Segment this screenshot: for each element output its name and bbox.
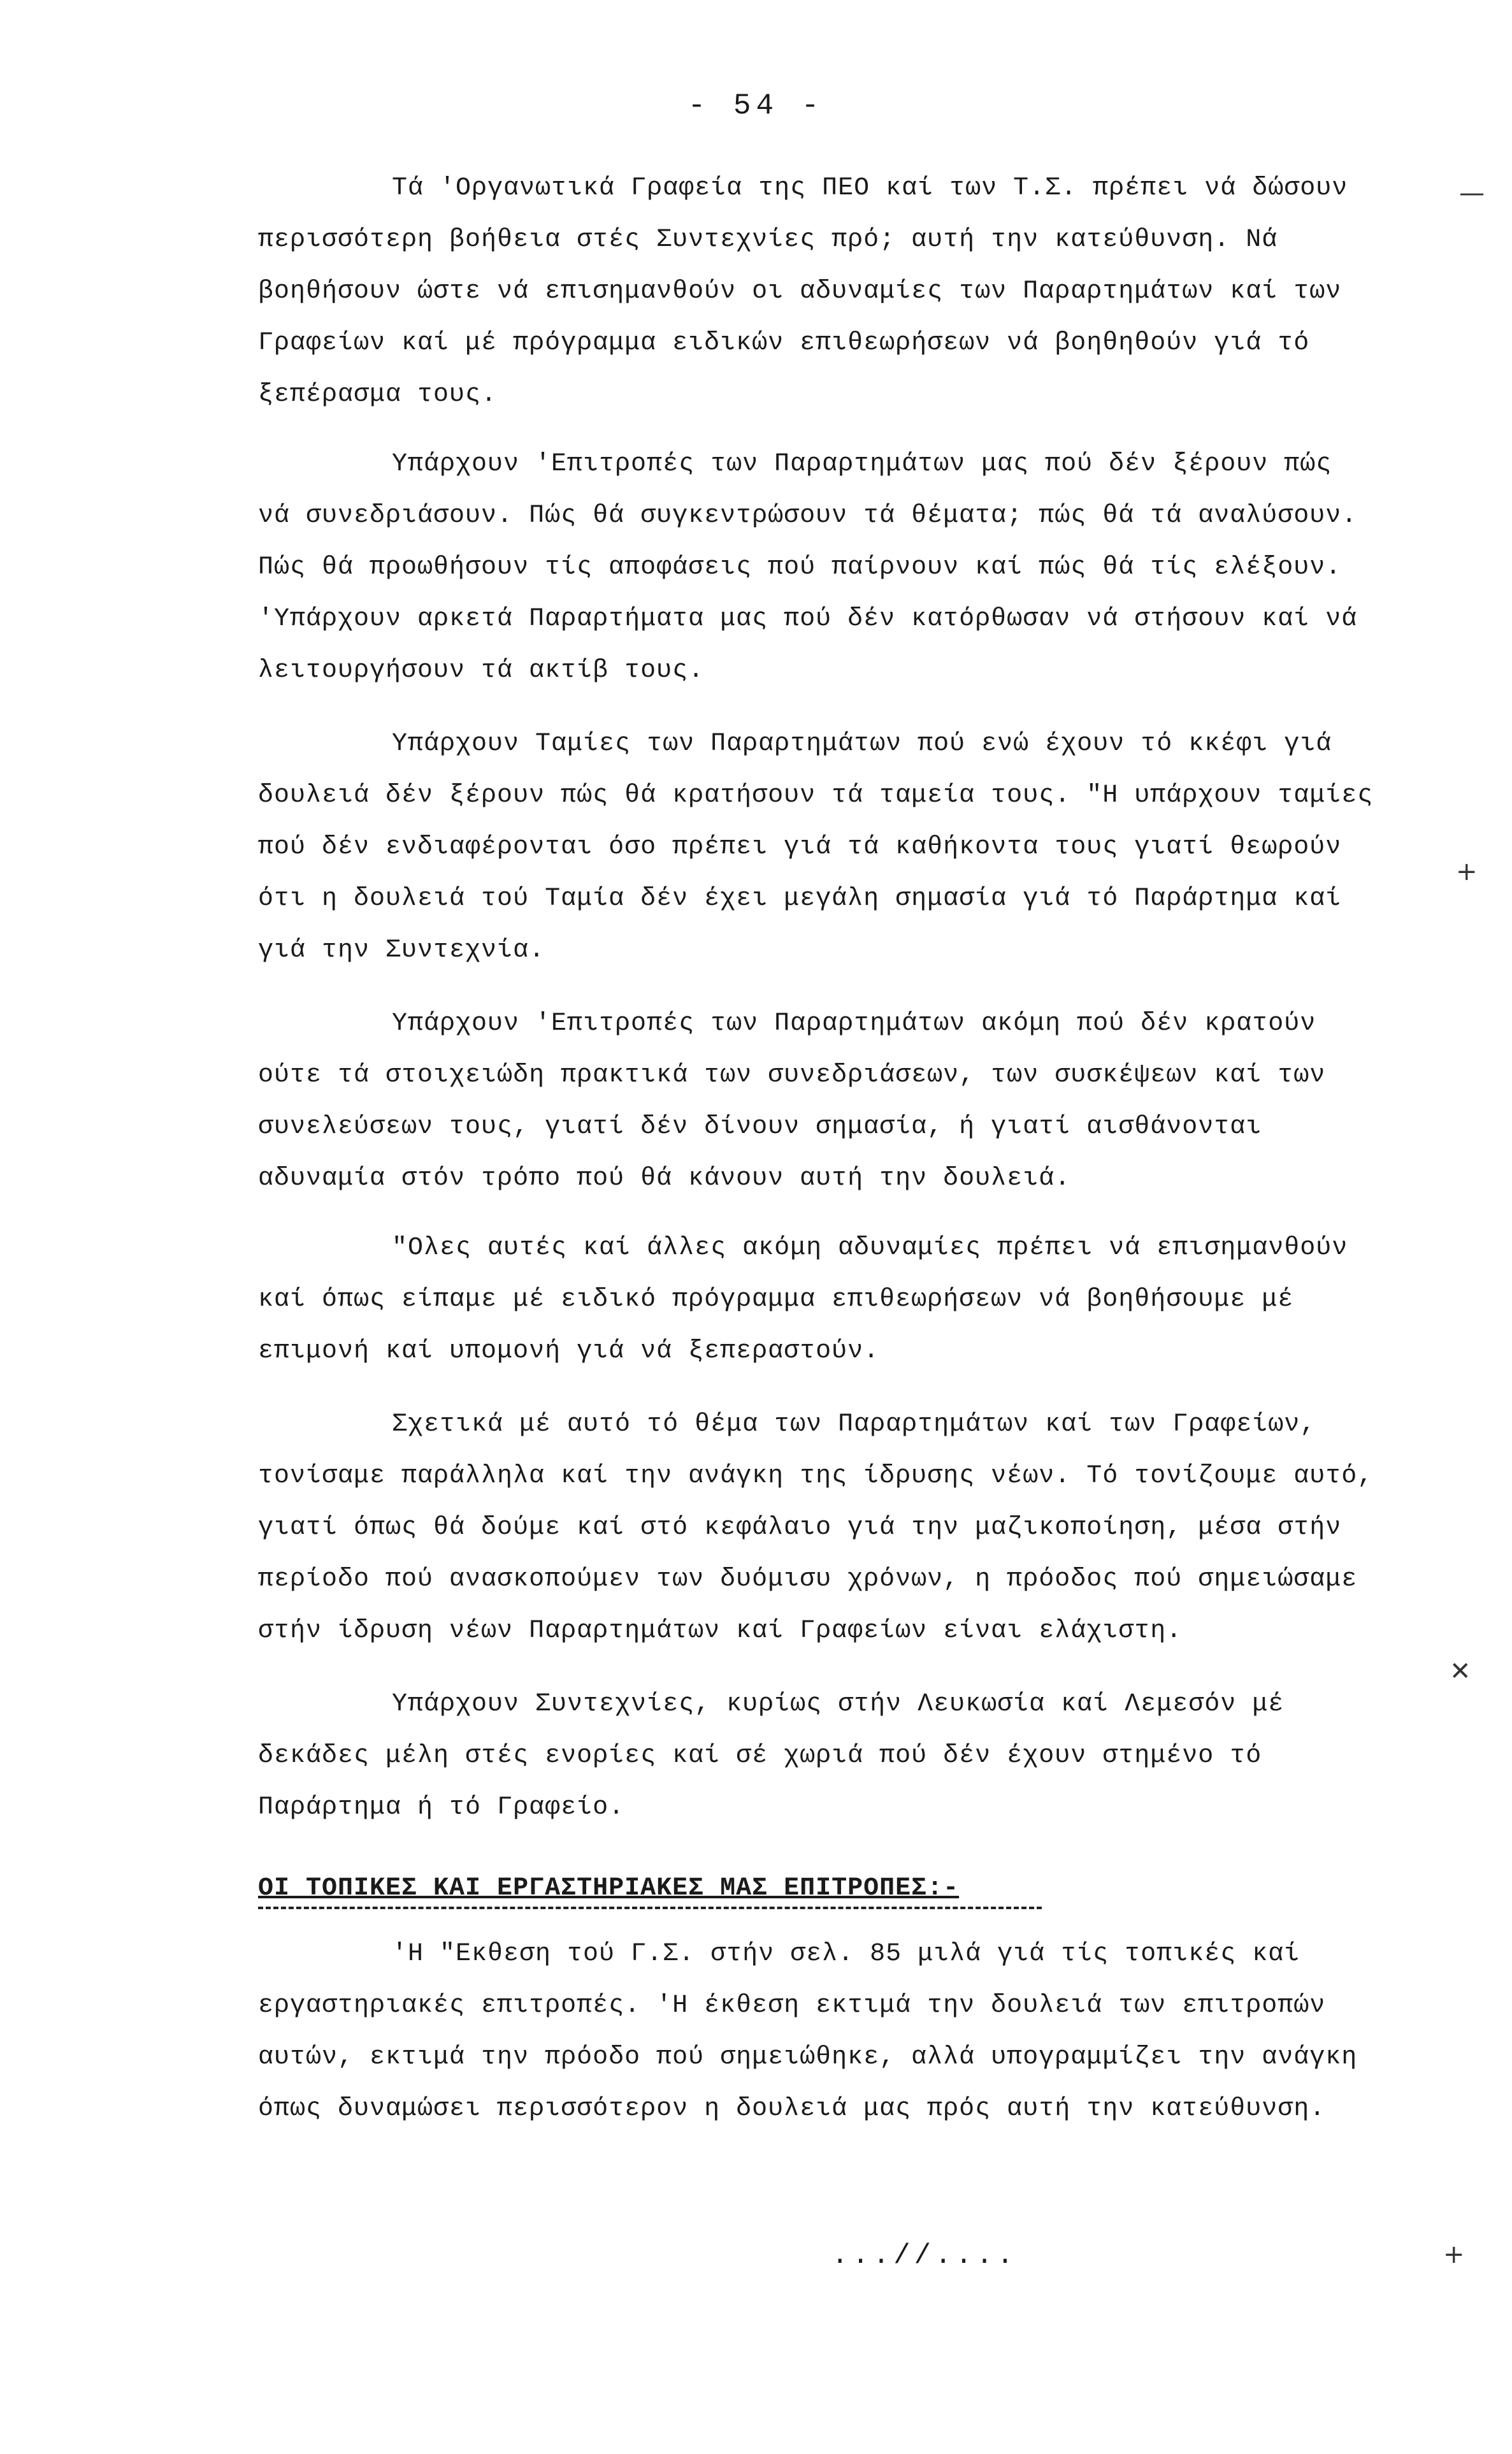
paragraph-2: Υπάρχουν 'Επιτροπές των Παραρτημάτων μας πού δέν ξέρουν πώς νά συνεδριάσουν. Πώς θά συγκεντρώσουν τά θέματα; πώς θά τά αναλύσουν. Πώς θά προωθήσουν τίς αποφάσεις πού παίρνουν καί πώς θά τίς ελέξουν. 'Υπάρχουν αρκετά Παραρτήματα μας πού δέν κατόρθωσαν νά στήσουν καί νά λειτουργήσουν τά ακτίβ τους. — [258, 450, 1374, 685]
continuation-mark: ...//.... — [832, 2240, 1018, 2272]
section-paragraph: 'Η "Εκθεση τού Γ.Σ. στήν σελ. 85 μιλά γιά τίς τοπικές καί εργαστηριακές επιτροπές. 'Η έκθεση εκτιμά την δουλειά των επιτροπών αυτών, εκτιμά την πρόοδο πού σημειώθηκε, αλλά υπογραμμίζει την ανάγκη όπως δυναμώσει περισσότερον η δουλειά μας πρός αυτή την κατεύθυνση. — [258, 1940, 1374, 2123]
paragraph-1: Τά 'Οργανωτικά Γραφεία της ΠΕΟ καί των Τ.Σ. πρέπει νά δώσουν περισσότερη βοήθεια στές Συντεχνίες πρό; αυτή την κατεύθυνση. Νά βοηθήσουν ώστε νά επισημανθούν οι αδυναμίες των Παραρτημάτων καί των Γραφείων καί μέ πρόγραμμα ειδικών επιθεωρήσεων νά βοηθηθούν γιά τό ξεπέρασμα τους. — [258, 174, 1364, 409]
margin-tick-mark: — — [1459, 178, 1485, 208]
margin-cross-mark: ✕ — [1450, 1657, 1471, 1686]
page-number: - 54 - — [688, 89, 824, 122]
margin-plus-mark-bottom: + — [1443, 2240, 1465, 2269]
section-heading: ΟΙ ΤΟΠΙΚΕΣ ΚΑΙ ΕΡΓΑΣΤΗΡΙΑΚΕΣ ΜΑΣ ΕΠΙΤΡΟΠΕΣ:- — [258, 1874, 960, 1903]
margin-plus-mark: + — [1456, 857, 1478, 886]
paragraph-5: "Ολες αυτές καί άλλες ακόμη αδυναμίες πρέπει νά επισημανθούν καί όπως είπαμε μέ ειδικό πρόγραμμα επιθεωρήσεων νά βοηθήσουμε μέ επιμονή καί υπομονή γιά νά ξεπεραστούν. — [258, 1234, 1364, 1366]
paragraph-4: Υπάρχουν 'Επιτροπές των Παραρτημάτων ακόμη πού δέν κρατούν ούτε τά στοιχειώδη πρακτικά των συνεδριάσεων, των συσκέψεων καί των συνελεύσεων τους, γιατί δέν δίνουν σημασία, ή γιατί αισθάνονται αδυναμία στόν τρόπο πού θά κάνουν αυτή την δουλειά. — [258, 1009, 1342, 1193]
paragraph-3: Υπάρχουν Ταμίες των Παραρτημάτων πού ενώ έχουν τό κκέφι γιά δουλειά δέν ξέρουν πώς θά κρατήσουν τά ταμεία τους. "Η υπάρχουν ταμίες πού δέν ενδιαφέρονται όσο πρέπει γιά τά καθήκοντα τους γιατί θεωρούν ότι η δουλειά τού Ταμία δέν έχει μεγάλη σημασία γιά τό Παράρτημα καί γιά την Συντεχνία. — [258, 730, 1390, 965]
paragraph-7: Υπάρχουν Συντεχνίες, κυρίως στήν Λευκωσία καί Λεμεσόν μέ δεκάδες μέλη στές ενορίες καί σέ χωριά πού δέν έχουν στημένο τό Παράρτημα ή τό Γραφείο. — [258, 1690, 1300, 1822]
paragraph-6: Σχετικά μέ αυτό τό θέμα των Παραρτημάτων καί των Γραφείων, τονίσαμε παράλληλα καί την ανάγκη της ίδρυσης νέων. Τό τονίζουμε αυτό, γιατί όπως θά δούμε καί στό κεφάλαιο γιά την μαζικοποίηση, μέσα στήν περίοδο πού ανασκοπούμεν των δυόμισυ χρόνων, η πρόοδος πού σημειώσαμε στήν ίδρυση νέων Παραρτημάτων καί Γραφείων είναι ελάχιστη. — [258, 1410, 1390, 1645]
document-body — [258, 162, 1390, 2135]
